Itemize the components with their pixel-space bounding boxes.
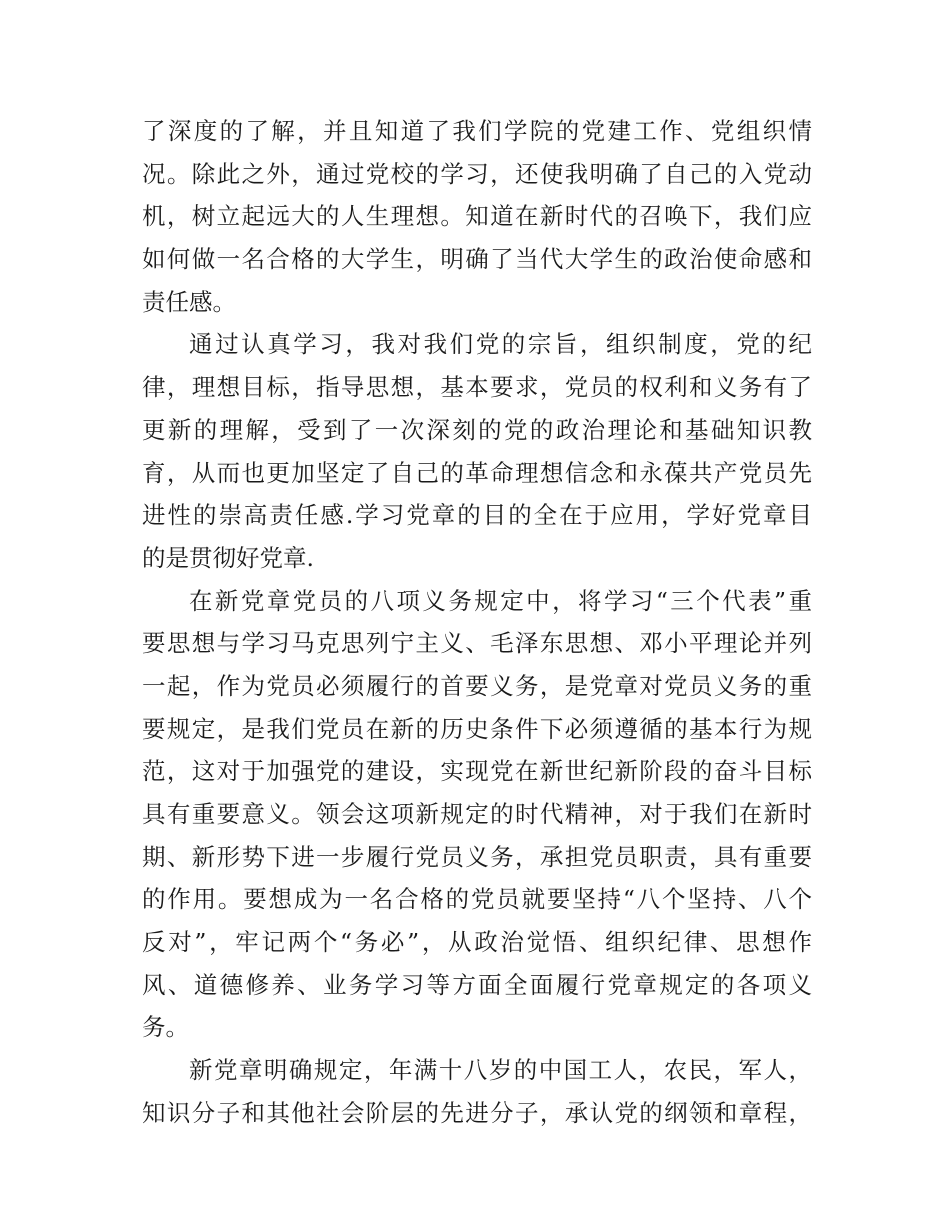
paragraph-line: 新党章明确规定，年满十八岁的中国工人，农民，军人， [189,1056,812,1085]
paragraph-line: 反对”，牢记两个“务必”，从政治觉悟、组织纪律、思想作 [142,928,812,957]
paragraph-line: 知识分子和其他社会阶层的先进分子，承认党的纲领和章程， [142,1098,812,1127]
paragraph-line: 在新党章党员的八项义务规定中，将学习“三个代表”重 [189,586,812,615]
paragraph-line: 责任感。 [142,287,236,316]
paragraph-4 [142,1049,812,1134]
paragraph-line: 育，从而也更加坚定了自己的革命理想信念和永葆共产党员先 [142,458,812,487]
paragraph-line: 通过认真学习，我对我们党的宗旨，组织制度，党的纪 [189,330,812,359]
paragraph-line: 要思想与学习马克思列宁主义、毛泽东思想、邓小平理论并列 [142,629,812,658]
paragraph-line: 机，树立起远大的人生理想。知道在新时代的召唤下，我们应 [142,202,812,231]
paragraph-line: 期、新形势下进一步履行党员义务，承担党员职责，具有重要 [142,842,812,871]
paragraph-line: 了深度的了解，并且知道了我们学院的党建工作、党组织情 [142,117,812,145]
paragraph-line: 具有重要意义。领会这项新规定的时代精神，对于我们在新时 [142,800,812,828]
paragraph-line: 律，理想目标，指导思想，基本要求，党员的权利和义务有了 [142,373,812,402]
paragraph-1 [142,110,812,323]
paragraph-line: 如何做一名合格的大学生，明确了当代大学生的政治使命感和 [142,245,812,274]
paragraph-line: 进性的崇高责任感.学习党章的目的全在于应用，学好党章目 [142,501,812,530]
paragraph-line: 的作用。要想成为一名合格的党员就要坚持“八个坚持、八个 [142,885,812,914]
paragraph-line: 风、道德修养、业务学习等方面全面履行党章规定的各项义 [142,970,812,999]
paragraph-line: 一起，作为党员必须履行的首要义务，是党章对党员义务的重 [142,671,812,700]
paragraph-line: 更新的理解，受到了一次深刻的党的政治理论和基础知识教 [142,415,812,444]
paragraph-2 [142,323,812,579]
paragraph-line: 要规定，是我们党员在新的历史条件下必须遵循的基本行为规 [142,714,812,743]
paragraph-line: 的是贯彻好党章. [142,543,314,572]
document-body [142,110,812,1135]
paragraph-line: 范，这对于加强党的建设，实现党在新世纪新阶段的奋斗目标 [142,757,812,786]
paragraph-line: 务。 [142,1013,189,1042]
paragraph-3 [142,580,812,1050]
paragraph-line: 况。除此之外，通过党校的学习，还使我明确了自己的入党动 [142,159,812,188]
